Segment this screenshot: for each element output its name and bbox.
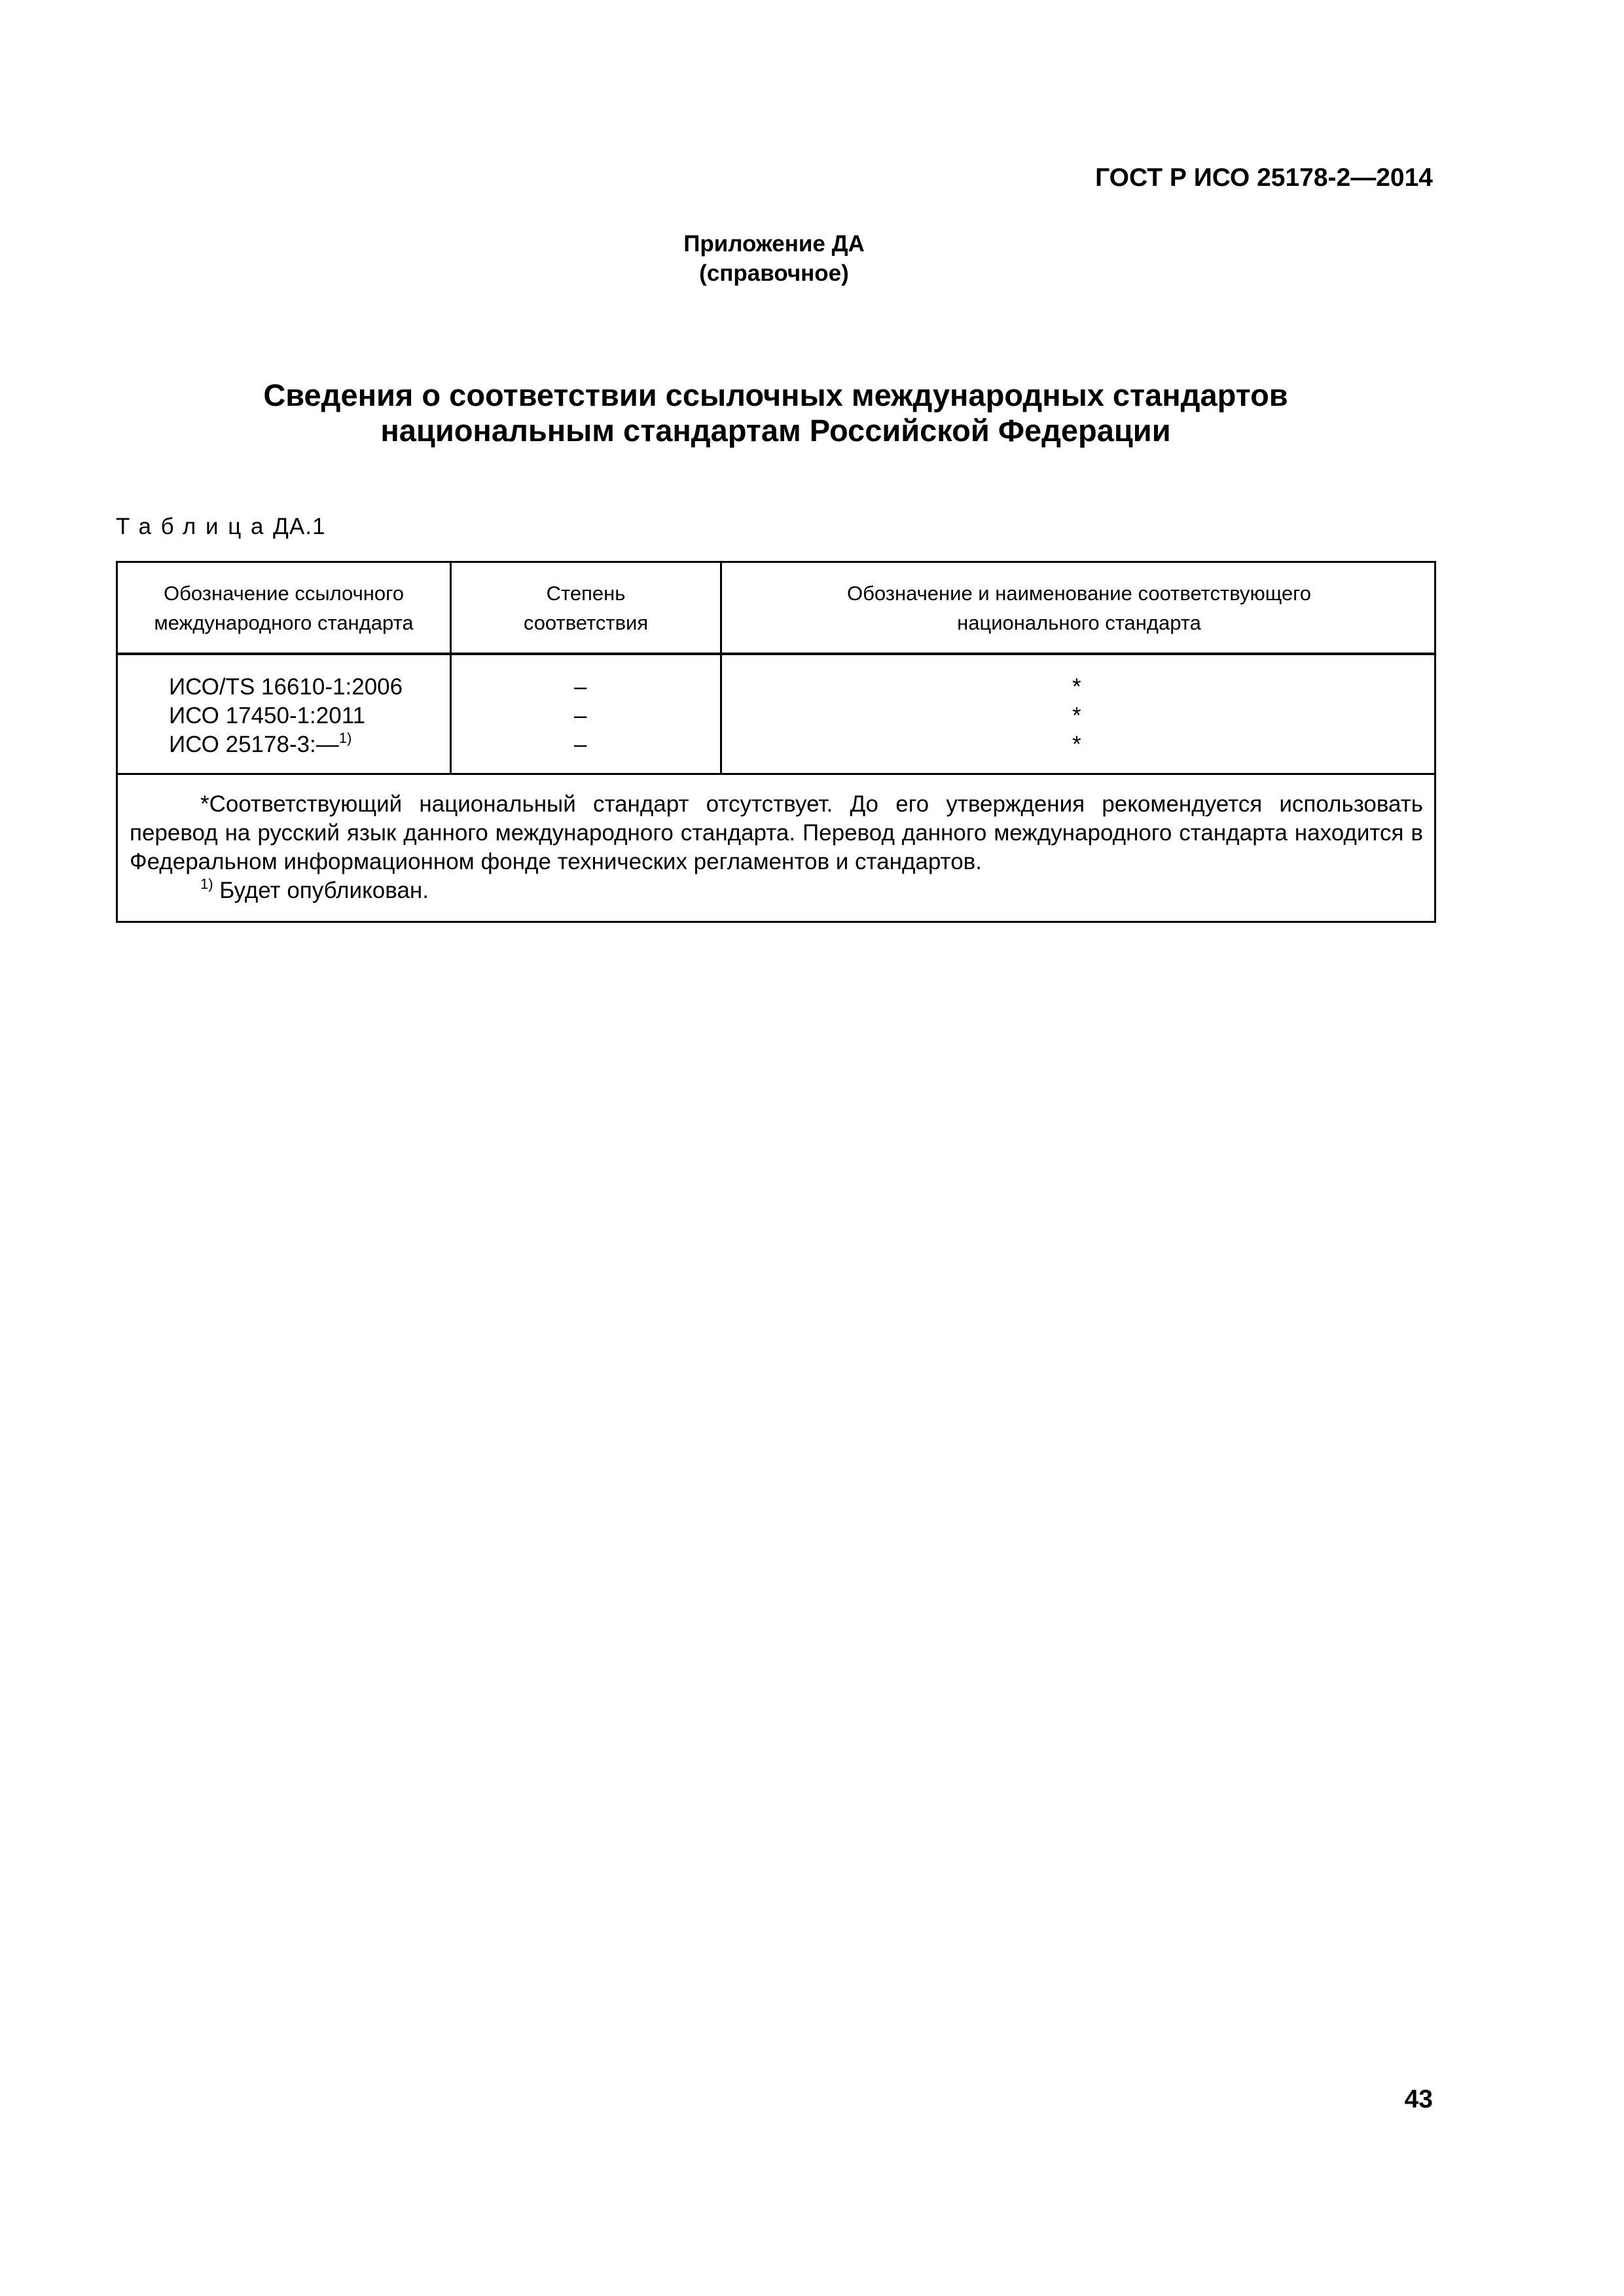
footnote-marker: 1) — [338, 730, 352, 746]
header-col3-line1: Обозначение и наименование соответствующего — [846, 581, 1312, 605]
table-row-designation: ИСО 25178-3:—$^{1)}$ — [169, 730, 352, 757]
page-title — [0, 378, 1551, 448]
title-line-2: национальным стандартам Российской Федерации — [380, 413, 1171, 448]
table-row-national: * — [1072, 703, 1081, 728]
appendix-heading — [0, 229, 1548, 288]
notes-separator — [118, 773, 1434, 775]
table-caption — [116, 514, 326, 540]
table-row-national: * — [1072, 674, 1081, 700]
table-notes — [130, 790, 1423, 908]
national-column — [1072, 673, 1081, 759]
note-national-standard-absent: *Соответствующий национальный стандарт отсутствует. До его утверждения рекомендуется использовать перевод на русский язык данного международного стандарта. Перевод данного международного стандарта находится в Федеральном информационном фонде технических регламентов и стандартов. — [130, 791, 1423, 874]
table-row-degree: – — [574, 732, 587, 757]
header-col2-line1: Степень — [546, 581, 626, 605]
appendix-type: (справочное) — [699, 260, 849, 286]
designation-column — [169, 673, 403, 762]
table-row-degree: – — [574, 674, 587, 700]
note-will-be-published: $^{1)}$ Будет опубликован. — [200, 876, 429, 903]
page-number: 43 — [1404, 2085, 1433, 2113]
title-line-1: Сведения о соответствии ссылочных международных стандартов — [263, 378, 1288, 412]
header-col2-line2: соответствия — [523, 611, 649, 634]
header-col3-line2: национального стандарта — [957, 611, 1201, 634]
table-row-designation: ИСО/TS 16610-1:2006 — [169, 674, 403, 700]
column-divider — [450, 563, 452, 775]
header-cell-designation — [118, 563, 450, 653]
table-row-national: * — [1072, 732, 1081, 757]
appendix-label: Приложение ДА — [683, 231, 865, 257]
column-divider — [720, 563, 722, 775]
degree-column — [574, 673, 586, 759]
table-row-designation: ИСО 17450-1:2011 — [169, 703, 366, 728]
header-col1-line1: Обозначение ссылочного — [164, 581, 404, 605]
header-col1-line2: международного стандарта — [154, 611, 414, 634]
table-caption-number: ДА.1 — [273, 514, 326, 539]
footnote-marker: 1) — [200, 876, 213, 892]
header-cell-national — [722, 563, 1436, 653]
table-caption-word: Таблица — [116, 514, 274, 539]
document-code: ГОСТ Р ИСО 25178-2—2014 — [1095, 164, 1433, 192]
header-cell-degree — [452, 563, 720, 653]
table-row-degree: – — [574, 703, 587, 728]
header-separator — [118, 653, 1434, 655]
